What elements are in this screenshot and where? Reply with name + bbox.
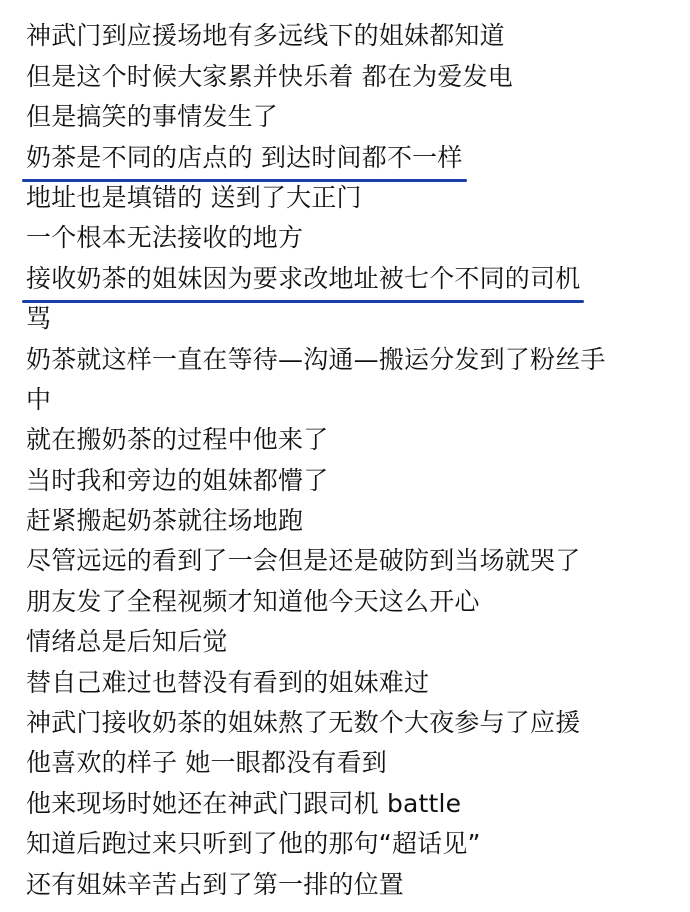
text-lines [26, 0, 690, 905]
text-line [26, 703, 690, 743]
underlined-text-line [26, 138, 690, 178]
line-text: 中 [26, 384, 52, 414]
line-text: 朋友发了全程视频才知道他今天这么开心 [26, 586, 480, 616]
text-line [26, 865, 690, 905]
line-text: 他喜欢的样子 她一眼都没有看到 [26, 748, 387, 778]
line-text: 奶茶是不同的店点的 到达时间都不一样 [26, 138, 463, 178]
line-text: 神武门到应援场地有多远线下的姐妹都知道 [26, 21, 505, 51]
text-line [26, 178, 690, 218]
line-text: 知道后跑过来只听到了他的那句“超话见” [26, 829, 481, 859]
text-line [26, 380, 690, 420]
text-line [26, 57, 690, 97]
line-text: 当时我和旁边的姐妹都懵了 [26, 465, 329, 495]
text-line [26, 97, 690, 137]
text-line [26, 299, 690, 339]
line-text: 但是搞笑的事情发生了 [26, 102, 279, 132]
line-text: 但是这个时候大家累并快乐着 都在为爱发电 [26, 61, 513, 91]
line-text: 地址也是填错的 送到了大正门 [26, 182, 362, 212]
line-text: 替自己难过也替没有看到的姐妹难过 [26, 667, 430, 697]
line-text: 还有姐妹辛苦占到了第一排的位置 [26, 869, 405, 899]
underlined-text-line [26, 259, 690, 299]
line-text: 神武门接收奶茶的姐妹熬了无数个大夜参与了应援 [26, 708, 581, 738]
line-text: 他来现场时她还在神武门跟司机 battle [26, 788, 462, 818]
text-line [26, 622, 690, 662]
text-line [26, 784, 690, 824]
text-line [26, 541, 690, 581]
line-text: 一个根本无法接收的地方 [26, 223, 304, 253]
text-line [26, 461, 690, 501]
text-line [26, 0, 690, 16]
line-text: 接收奶茶的姐妹因为要求改地址被七个不同的司机 [26, 259, 580, 299]
text-line [26, 743, 690, 783]
line-text: 赶紧搬起奶茶就往场地跑 [26, 506, 304, 536]
line-text: 奶茶就这样一直在等待—沟通—搬运分发到了粉丝手 [26, 344, 606, 374]
text-line [26, 218, 690, 258]
line-text: 情绪总是后知后觉 [26, 627, 228, 657]
text-line [26, 824, 690, 864]
text-line [26, 663, 690, 703]
line-text: 尽管远远的看到了一会但是还是破防到当场就哭了 [26, 546, 581, 576]
line-text: 就在搬奶茶的过程中他来了 [26, 425, 329, 455]
line-text: 骂 [26, 304, 52, 334]
text-line [26, 340, 690, 380]
text-line [26, 16, 690, 56]
text-line [26, 420, 690, 460]
text-line [26, 582, 690, 622]
text-line [26, 501, 690, 541]
